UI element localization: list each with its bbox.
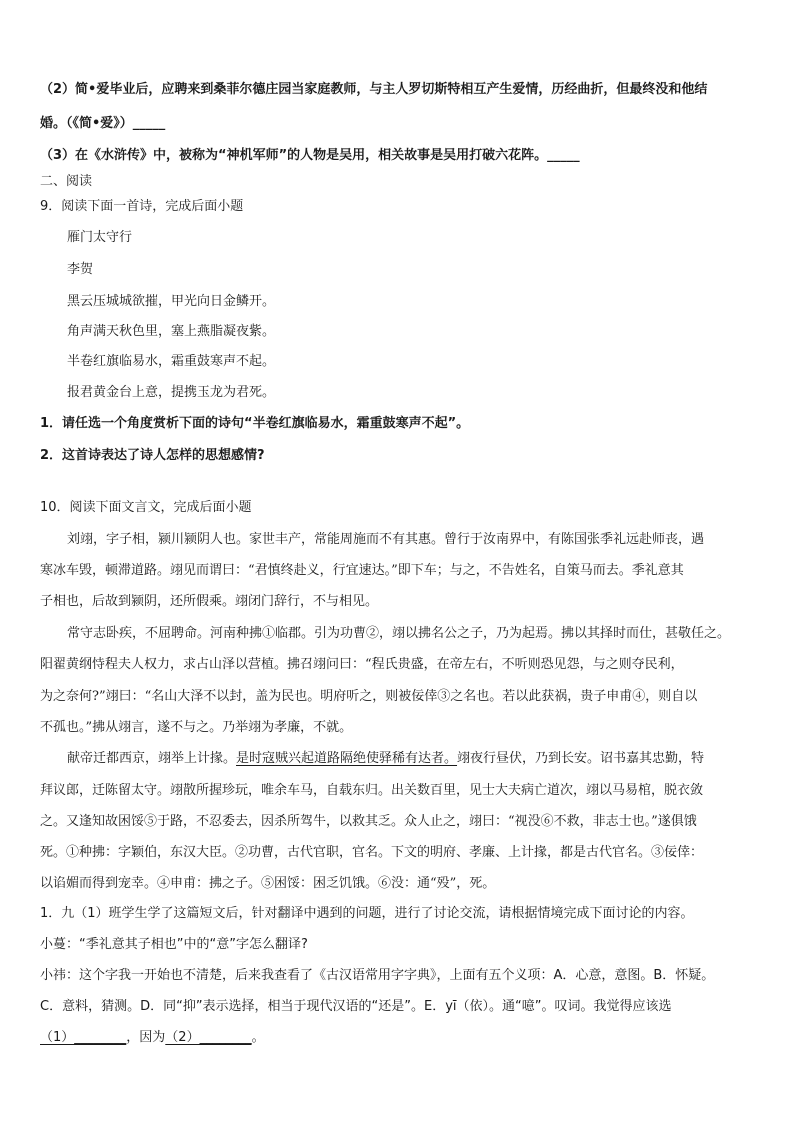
passage-line: 刘翊，字子相，颍川颍阴人也。家世丰产，常能周施而不有其惠。曾行于汝南界中，有陈国张季礼远赴师丧，遇 <box>67 532 705 547</box>
passage-line: 阳翟黄纲恃程夫人权力，求占山泽以营植。拂召翊问曰：“程氏贵盛，在帝左右，不听则恐见怨，与之则夺民利， <box>40 657 684 672</box>
passage-line: 拜议郎，迁陈留太守。翊散所握珍玩，唯余车马，自载东归。出关数百里，见士大夫病亡道次，翊以马易棺，脱衣敛 <box>40 783 704 798</box>
answer-line <box>40 1028 265 1048</box>
passage-line <box>67 749 704 769</box>
section-heading: 二、阅读 <box>40 174 93 189</box>
q9-title: 9．阅读下面一首诗，完成后面小题 <box>40 199 244 214</box>
passage-line: 子相也，后故到颍阴，还所假乘。翊闭门辞行，不与相见。 <box>40 594 379 609</box>
q8-item2-line1: （2）简•爱毕业后，应聘来到桑菲尔德庄园当家庭教师，与主人罗切斯特相互产生爱情，历经曲折，但最终没和他结 <box>40 82 708 97</box>
dialogue-answer: C．意料，猜测。D．同“抑”表示选择，相当于现代汉语的“还是”。E．yī（依）。通“噫”。叹词。我觉得应该选 <box>40 999 672 1014</box>
footnote-line: 以谄媚而得到宠幸。④申甫：拂之子。⑤困馁：困乏饥饿。⑥没：通“殁”，死。 <box>40 876 496 891</box>
passage-line: 不孤也。”拂从翊言，遂不与之。乃举翊为孝廉，不就。 <box>40 720 353 735</box>
passage-line: 常守志卧疾，不屈聘命。河南种拂①临郡。引为功曹②，翊以拂名公之子，乃为起焉。拂以其择时而仕，甚敬任之。 <box>67 626 731 641</box>
answer-text: 。 <box>251 1030 265 1045</box>
poem-author: 李贺 <box>67 262 94 277</box>
dialogue-question: 小蔓：“季礼意其子相也”中的“意”字怎么翻译? <box>40 937 308 952</box>
dialogue-answer: 小祎：这个字我一开始也不清楚，后来我查看了《古汉语常用字字典》，上面有五个义项：A．心意，意图。B．怀疑。 <box>40 968 715 983</box>
answer-text: ，因为 <box>126 1030 166 1045</box>
passage-line: 寒冰车毁，顿滞道路。翊见而谓曰：“君慎终赴义，行宜速达。”即下车；与之，不告姓名，自策马而去。季礼意其 <box>40 563 684 578</box>
poem-line: 报君黄金台上意，提携玉龙为君死。 <box>67 385 276 400</box>
poem-line: 黑云压城城欲摧，甲光向日金鳞开。 <box>67 294 276 309</box>
poem-title: 雁门太守行 <box>67 230 133 245</box>
blank-1[interactable]: （1）________ <box>40 1030 127 1045</box>
q8-item3: （3）在《水浒传》中，被称为“神机军师”的人物是吴用，相关故事是吴用打破六花阵。_____ <box>40 148 580 163</box>
poem-line: 角声满天秋色里，塞上燕脂凝夜紫。 <box>67 324 276 339</box>
underlined-sentence: 是时寇贼兴起道路隔绝使驿稀有达者。 <box>236 751 458 766</box>
q8-item2-line2: 婚。（《简•爱》）_____ <box>40 116 166 131</box>
passage-line: 之。又逢知故困馁⑤于路，不忍委去，因杀所驾牛，以救其乏。众人止之，翊曰：“视没⑥不救，非志士也。”遂俱饿 <box>40 814 697 829</box>
blank-2[interactable]: （2）________ <box>165 1030 252 1045</box>
q10-sub1: 1．九（1）班学生学了这篇短文后，针对翻译中遇到的问题，进行了讨论交流，请根据情境完成下面讨论的内容。 <box>40 906 694 921</box>
footnote-line: 死。①种拂：字颖伯，东汉大臣。②功曹，古代官职，官名。下文的明府、孝廉、上计掾，都是古代官名。③佞倖： <box>40 845 704 860</box>
q9-sub1: 1．请任选一个角度赏析下面的诗句“半卷红旗临易水，霜重鼓寒声不起”。 <box>40 416 470 431</box>
q9-sub2: 2．这首诗表达了诗人怎样的思想感情? <box>40 448 265 463</box>
poem-line: 半卷红旗临易水，霜重鼓寒声不起。 <box>67 354 276 369</box>
passage-line: 为之奈何?”翊曰：“名山大泽不以封，盖为民也。明府听之，则被佞倖③之名也。若以此获祸，贵子申甫④，则自以 <box>40 689 698 704</box>
passage-text: 翊夜行昼伏，乃到长安。诏书嘉其忠勤，特 <box>457 751 705 766</box>
passage-text: 献帝迁都西京，翊举上计掾。 <box>67 751 237 766</box>
q10-title: 10．阅读下面文言文，完成后面小题 <box>40 500 252 515</box>
